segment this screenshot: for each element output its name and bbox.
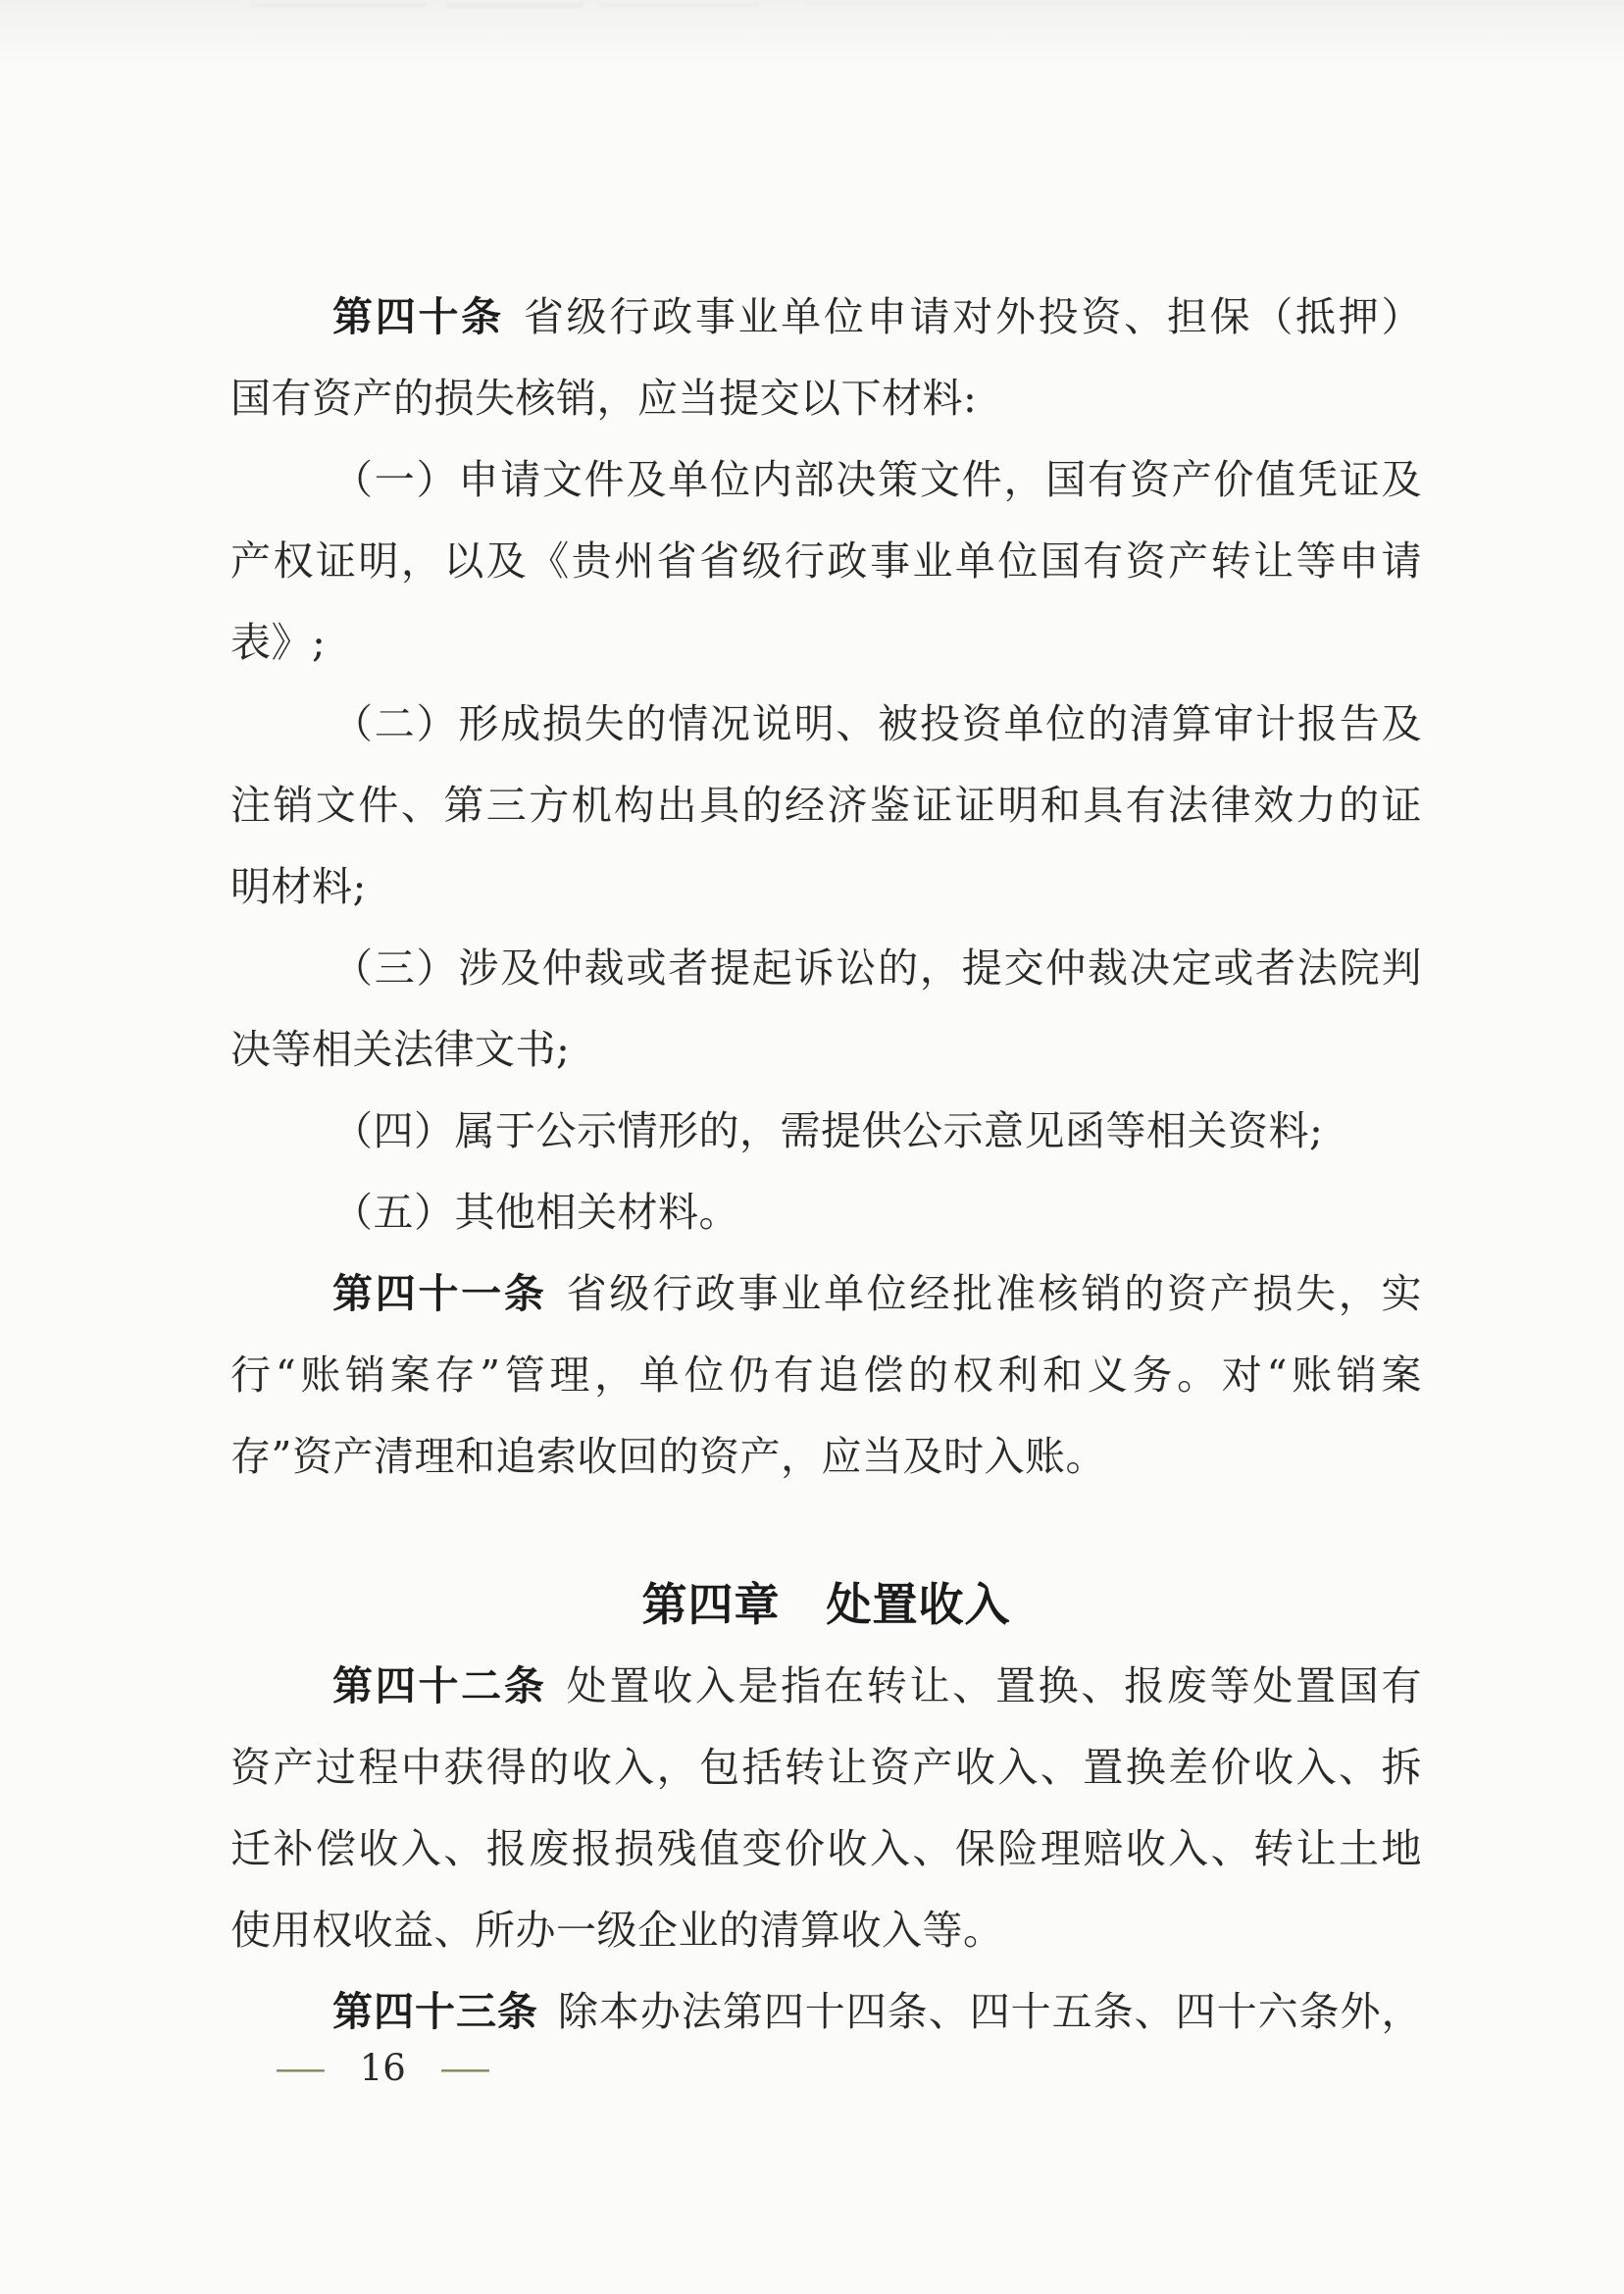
text-line bbox=[230, 1091, 1422, 1172]
line-text: 使用权收益、所办一级企业的清算收入等。 bbox=[230, 1907, 1004, 1954]
text-line bbox=[230, 684, 1422, 765]
text-line bbox=[230, 277, 1422, 358]
text-line bbox=[230, 1172, 1422, 1253]
text-line bbox=[230, 521, 1422, 602]
line-text: 处置收入是指在转让、置换、报废等处置国有 bbox=[566, 1662, 1422, 1709]
line-text: 资产过程中获得的收入，包括转让资产收入、置换差价收入、拆 bbox=[230, 1744, 1422, 1791]
line-text: 省级行政事业单位经批准核销的资产损失，实 bbox=[566, 1270, 1422, 1317]
page-number-dash-right: — bbox=[438, 2047, 491, 2089]
text-line bbox=[230, 439, 1422, 521]
line-text: 存”资产清理和追索收回的资产，应当及时入账。 bbox=[230, 1433, 1106, 1480]
text-line bbox=[230, 1335, 1422, 1416]
line-text: 迁补偿收入、报废报损残值变价收入、保险理赔收入、转让土地 bbox=[230, 1825, 1422, 1872]
line-text: （三）涉及仲裁或者提起诉讼的，提交仲裁决定或者法院判 bbox=[332, 944, 1422, 992]
page-number bbox=[274, 2046, 491, 2091]
text-line bbox=[230, 1646, 1422, 1727]
text-line bbox=[230, 1809, 1422, 1890]
page-number-dash-left: — bbox=[274, 2047, 328, 2089]
line-text: （一）申请文件及单位内部决策文件，国有资产价值凭证及 bbox=[332, 456, 1422, 503]
article-number: 第四十二条 bbox=[332, 1662, 547, 1709]
line-text: （五）其他相关材料。 bbox=[332, 1189, 739, 1236]
article-number: 第四十条 bbox=[332, 293, 504, 340]
line-text: 除本办法第四十四条、四十五条、四十六条外， bbox=[557, 1988, 1422, 2035]
text-line bbox=[230, 1253, 1422, 1335]
line-text: （二）形成损失的情况说明、被投资单位的清算审计报告及 bbox=[332, 700, 1422, 747]
text-line bbox=[230, 846, 1422, 928]
text-line bbox=[230, 1009, 1422, 1091]
line-text: 明材料; bbox=[230, 863, 367, 910]
page-number-value: 16 bbox=[359, 2047, 406, 2089]
text-line bbox=[230, 1727, 1422, 1809]
chapter-heading: 第四章 处置收入 bbox=[641, 1578, 1011, 1631]
line-text: 产权证明，以及《贵州省省级行政事业单位国有资产转让等申请 bbox=[230, 537, 1422, 585]
line-text: （四）属于公示情形的，需提供公示意见函等相关资料; bbox=[332, 1107, 1324, 1154]
text-line bbox=[230, 358, 1422, 439]
article-number: 第四十三条 bbox=[332, 1988, 538, 2035]
text-line bbox=[230, 1971, 1422, 2053]
line-text: 表》; bbox=[230, 619, 327, 666]
line-text: 注销文件、第三方机构出具的经济鉴证证明和具有法律效力的证 bbox=[230, 782, 1422, 829]
line-text: 省级行政事业单位申请对外投资、担保（抵押） bbox=[523, 293, 1422, 340]
article-number: 第四十一条 bbox=[332, 1270, 547, 1317]
text-line bbox=[230, 765, 1422, 846]
text-line bbox=[230, 1416, 1422, 1498]
document-body bbox=[230, 0, 1422, 2053]
text-line bbox=[230, 602, 1422, 684]
line-text: 国有资产的损失核销，应当提交以下材料: bbox=[230, 375, 978, 422]
line-text: 决等相关法律文书; bbox=[230, 1026, 571, 1073]
text-line bbox=[230, 928, 1422, 1009]
text-line bbox=[230, 1890, 1422, 1971]
line-text: 行“账销案存”管理，单位仍有追偿的权利和义务。对“账销案 bbox=[230, 1351, 1422, 1399]
